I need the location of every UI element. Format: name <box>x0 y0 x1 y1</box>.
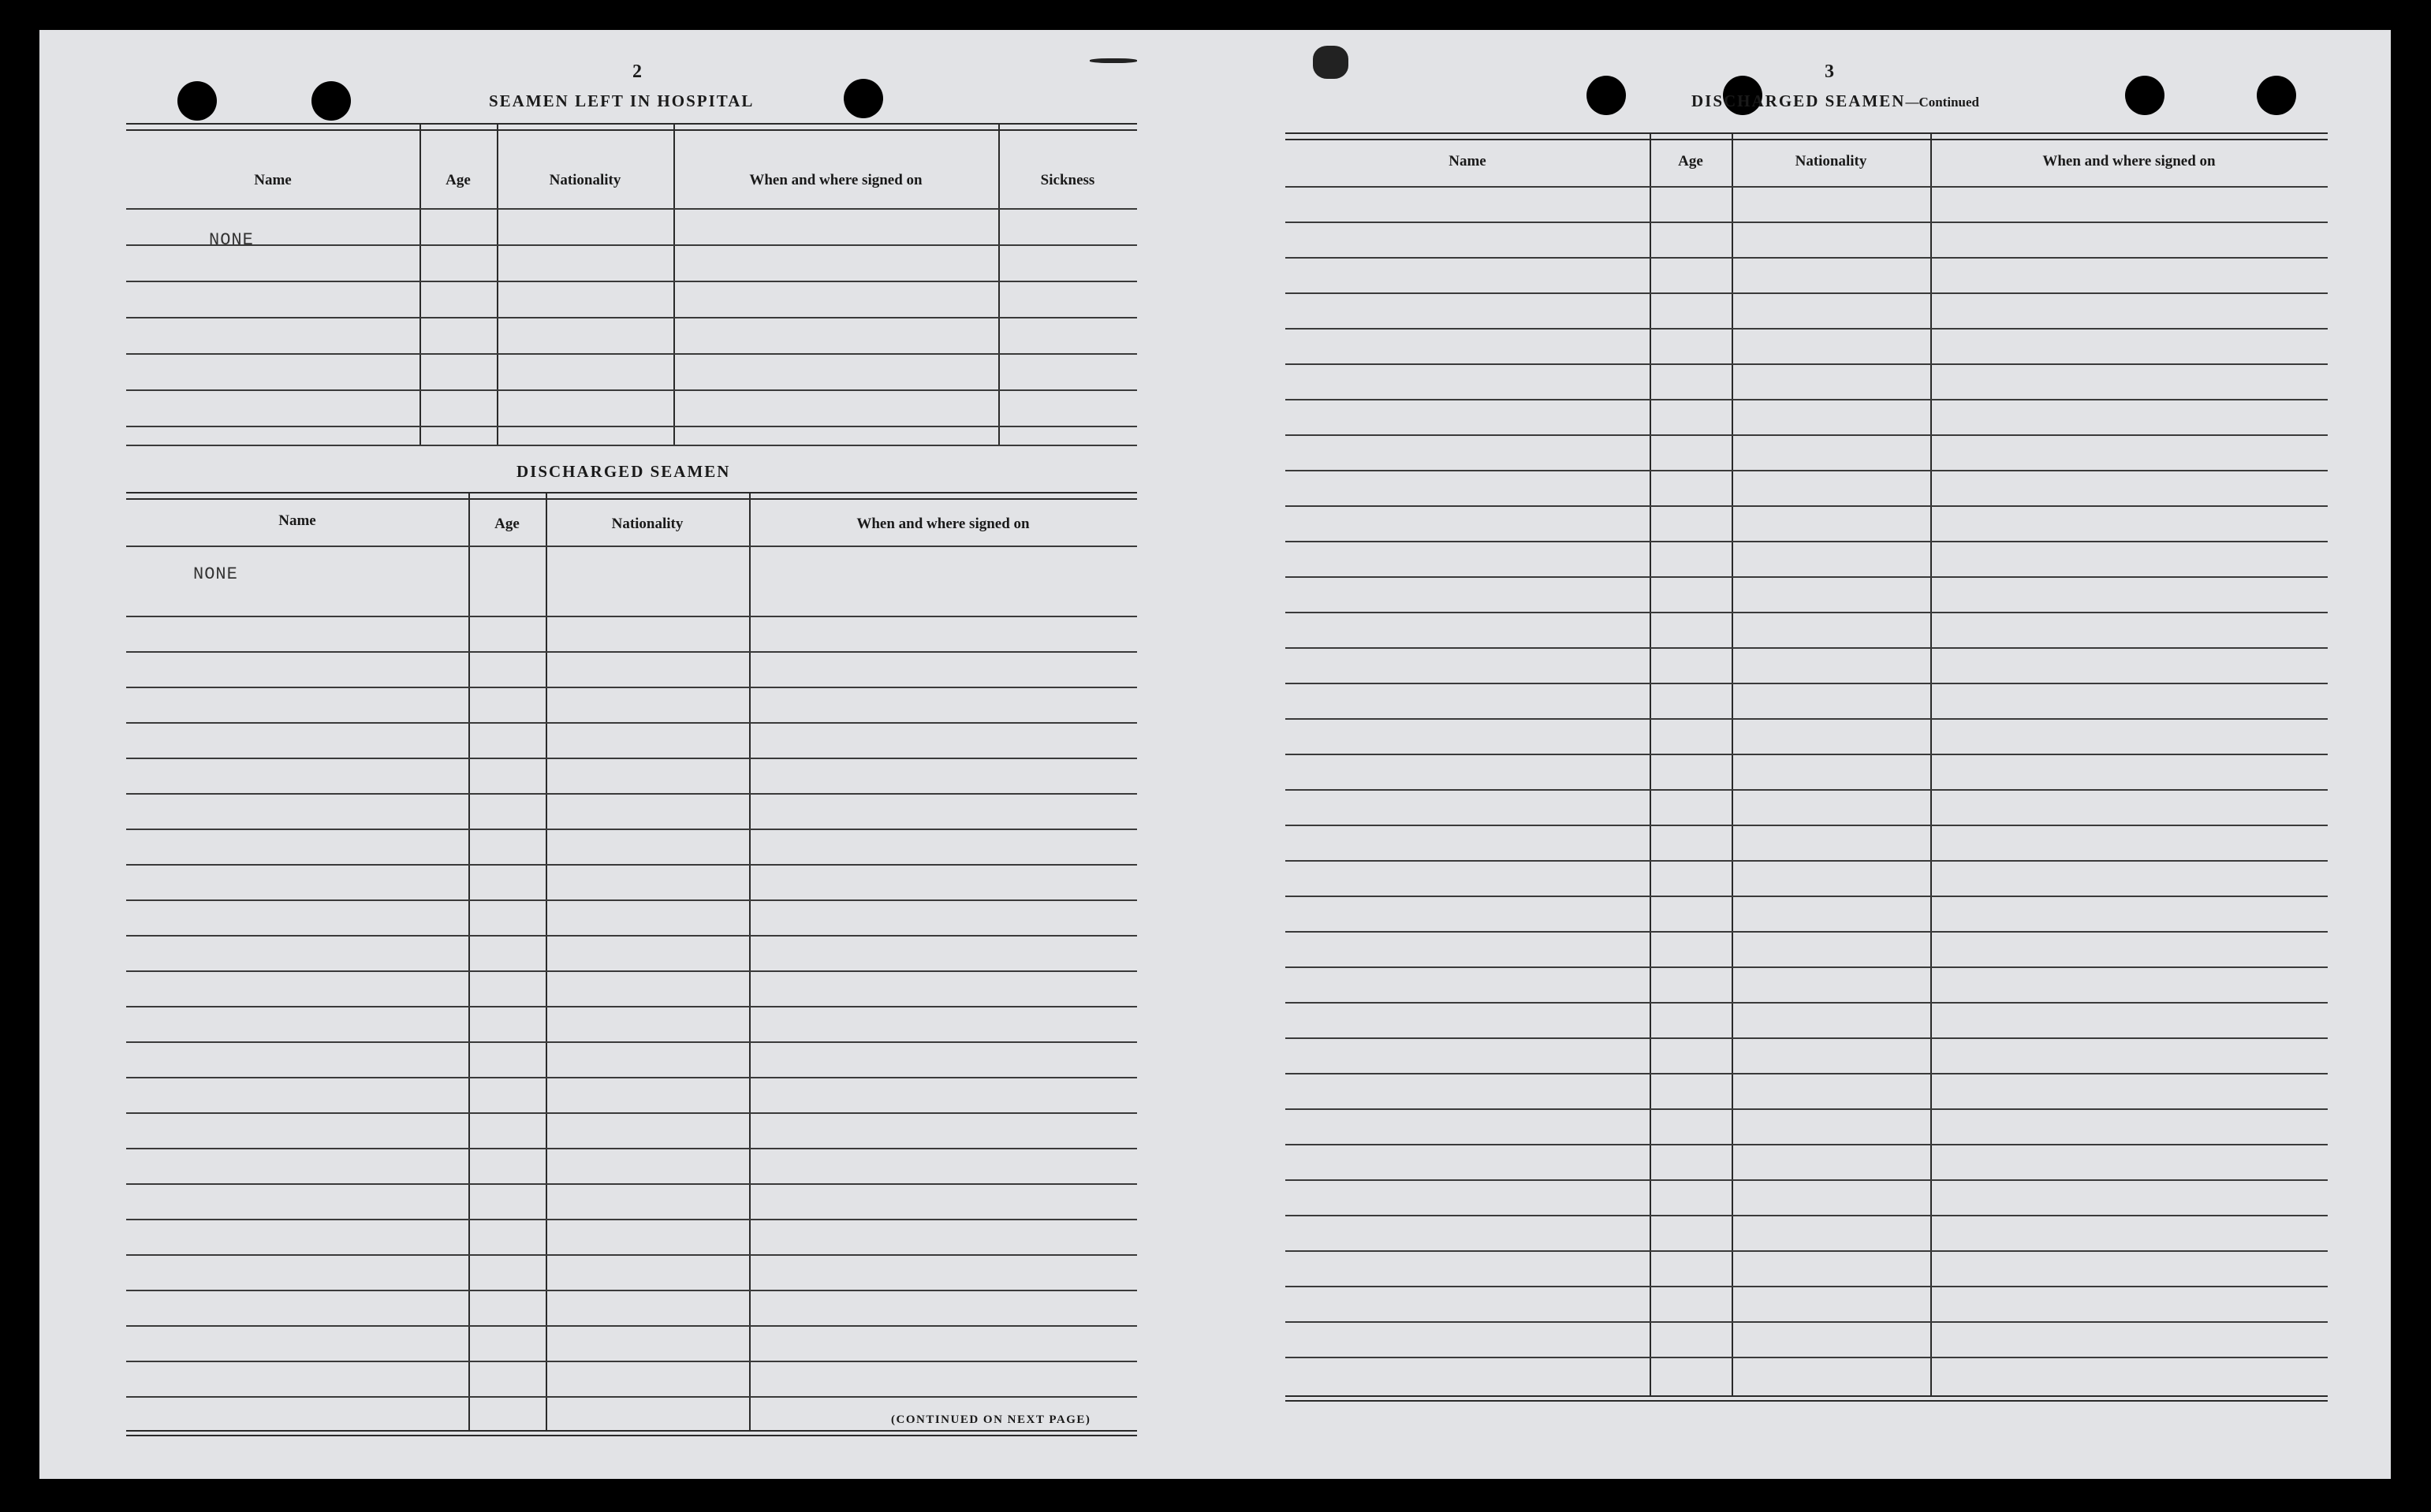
section-title-hospital: SEAMEN LEFT IN HOSPITAL <box>489 91 755 110</box>
column-header-nationality: Nationality <box>611 516 684 532</box>
hospital-entry-none: NONE <box>209 230 254 250</box>
page-number: 3 <box>1825 61 1834 82</box>
page-number: 2 <box>632 61 642 82</box>
column-header-nationality: Nationality <box>549 172 621 188</box>
right-page <box>1285 30 2367 1479</box>
hospital-table <box>126 123 1137 446</box>
discharged-continued-table <box>1285 132 2328 1441</box>
left-page <box>126 30 1175 1479</box>
column-header-name: Name <box>1449 153 1486 169</box>
column-header-age: Age <box>494 516 520 532</box>
section-title-discharged: DISCHARGED SEAMEN <box>516 462 731 481</box>
discharged-table <box>126 492 1137 1438</box>
column-header-age: Age <box>1678 153 1703 169</box>
column-header-sickness: Sickness <box>1040 172 1095 188</box>
column-header-nationality: Nationality <box>1795 153 1867 169</box>
column-header-signed-on: When and where signed on <box>749 172 923 188</box>
discharged-entry-none: NONE <box>193 564 238 584</box>
column-header-age: Age <box>446 172 471 188</box>
continued-note: (CONTINUED ON NEXT PAGE) <box>891 1413 1091 1426</box>
section-title-discharged-continued <box>1691 91 1979 111</box>
ledger-sheet <box>39 30 2391 1479</box>
column-header-signed-on: When and where signed on <box>856 516 1030 532</box>
column-header-signed-on: When and where signed on <box>2042 153 2216 169</box>
column-header-name: Name <box>254 172 292 188</box>
column-header-name: Name <box>278 512 316 529</box>
title-text: DISCHARGED SEAMEN <box>1691 91 1906 110</box>
title-suffix: —Continued <box>1905 95 1979 110</box>
